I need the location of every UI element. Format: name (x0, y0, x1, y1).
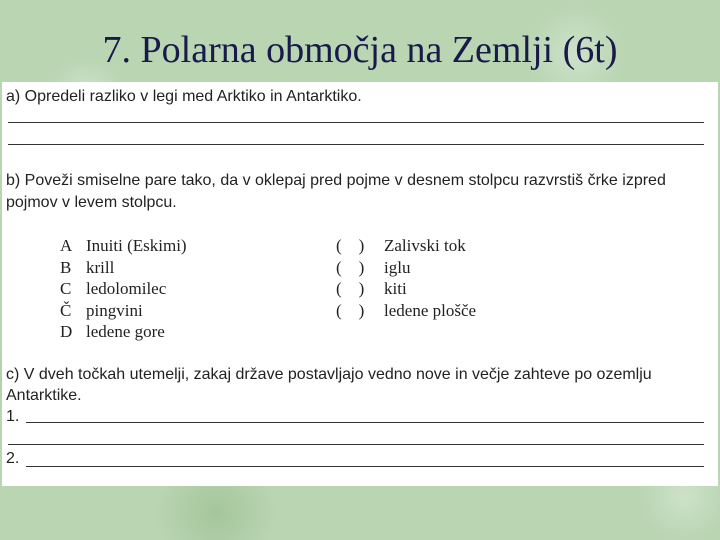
worksheet (2, 82, 718, 486)
left-letter: A (60, 236, 73, 255)
left-term: ledene gore (86, 322, 165, 341)
left-item (60, 235, 187, 257)
right-term: iglu (384, 257, 411, 277)
right-term: ledene plošče (384, 300, 477, 320)
answer-bracket[interactable]: ( ) (336, 257, 365, 277)
left-item (60, 257, 114, 279)
answer-bracket[interactable]: ( ) (336, 236, 365, 255)
left-letter: Č (60, 300, 72, 320)
right-item (336, 257, 410, 279)
right-term: Zalivski tok (384, 236, 466, 255)
answer-line-c2[interactable] (26, 466, 704, 467)
question-b-line1: b) Poveži smiselne pare tako, da v oklepaj pred pojme v desnem stolpcu razvrstiš črke izpred (6, 172, 666, 189)
answer-line-a2[interactable] (8, 144, 704, 145)
question-b-line2: pojmov v levem stolpcu. (6, 194, 177, 211)
left-letter: D (60, 322, 73, 341)
right-item (336, 235, 466, 257)
answer-line-a1[interactable] (8, 122, 704, 123)
answer-bracket[interactable]: ( ) (336, 300, 365, 320)
right-term: kiti (384, 279, 407, 298)
left-letter: C (60, 279, 72, 298)
left-item (60, 278, 166, 300)
left-term: krill (86, 257, 115, 277)
slide-title: 7. Polarna območja na Zemlji (6t) (102, 29, 618, 71)
item-number-1: 1. (6, 408, 20, 425)
right-item (336, 300, 476, 322)
answer-line-c1[interactable] (26, 422, 704, 423)
left-item (60, 300, 143, 322)
answer-line-c1b[interactable] (8, 444, 704, 445)
left-item (60, 321, 165, 343)
question-c-line1: c) V dveh točkah utemelji, zakaj države postavljajo vedno nove in večje zahteve po ozemlju (6, 366, 652, 383)
answer-bracket[interactable]: ( ) (336, 279, 365, 298)
right-item (336, 278, 407, 300)
left-letter: B (60, 257, 72, 277)
question-c-line2: Antarktike. (6, 387, 82, 404)
left-term: ledolomilec (86, 279, 167, 298)
left-term: pingvini (86, 300, 143, 320)
question-a: a) Opredeli razliko v legi med Arktiko in Antarktiko. (6, 88, 362, 105)
item-number-2: 2. (6, 450, 20, 467)
left-term: Inuiti (Eskimi) (86, 236, 187, 255)
